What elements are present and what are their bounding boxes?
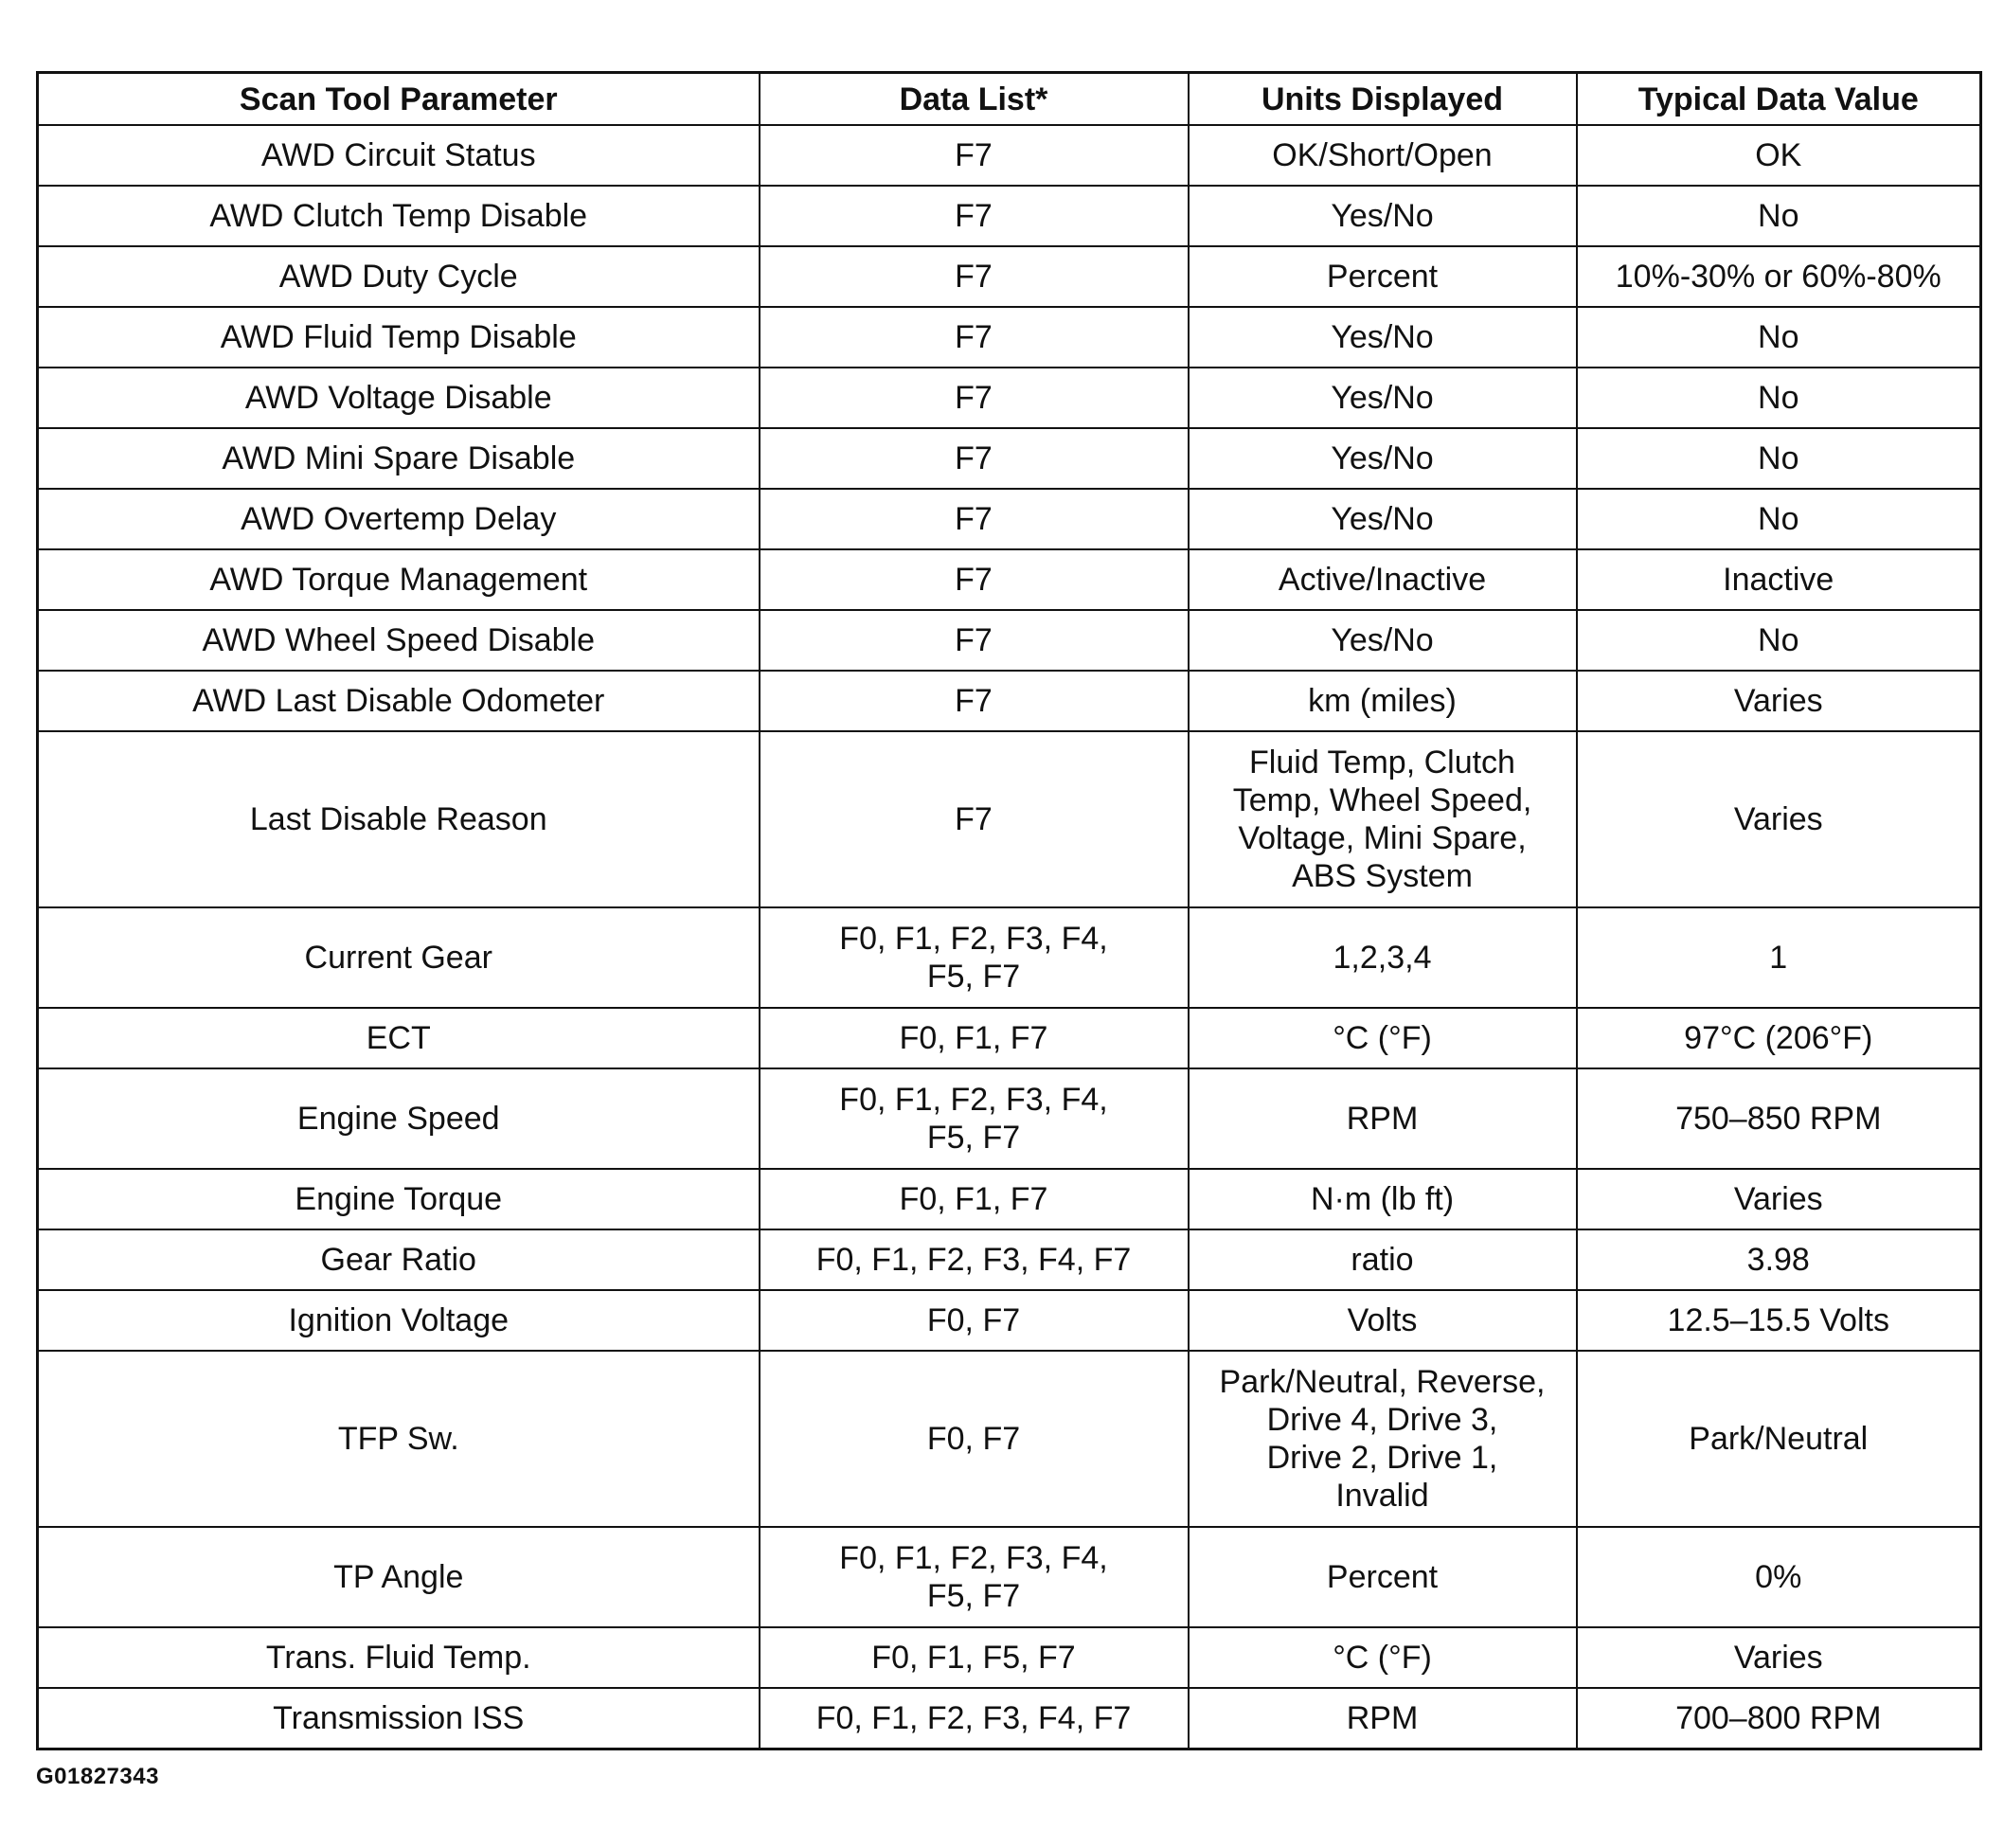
table-row xyxy=(38,1351,1981,1527)
cell-units: °C (°F) xyxy=(1189,1627,1577,1688)
cell-data-list: F0, F1, F7 xyxy=(760,1008,1189,1068)
cell-typical-value: Varies xyxy=(1577,1627,1981,1688)
cell-parameter: AWD Overtemp Delay xyxy=(38,489,760,549)
table-row xyxy=(38,246,1981,307)
table-row xyxy=(38,907,1981,1008)
cell-units: Yes/No xyxy=(1189,307,1577,368)
cell-units: Percent xyxy=(1189,1527,1577,1627)
table-row xyxy=(38,1527,1981,1627)
cell-parameter: ECT xyxy=(38,1008,760,1068)
table-row xyxy=(38,731,1981,907)
cell-data-list: F0, F7 xyxy=(760,1290,1189,1351)
cell-units: RPM xyxy=(1189,1068,1577,1169)
cell-data-list: F7 xyxy=(760,489,1189,549)
scan-tool-data-table xyxy=(36,71,1982,1750)
cell-parameter: AWD Torque Management xyxy=(38,549,760,610)
header-scan-tool-parameter: Scan Tool Parameter xyxy=(38,73,760,126)
cell-units: Volts xyxy=(1189,1290,1577,1351)
cell-typical-value: 10%-30% or 60%-80% xyxy=(1577,246,1981,307)
table-row xyxy=(38,489,1981,549)
table-row xyxy=(38,549,1981,610)
cell-parameter: AWD Duty Cycle xyxy=(38,246,760,307)
cell-data-list: F7 xyxy=(760,368,1189,428)
cell-units: Yes/No xyxy=(1189,428,1577,489)
cell-data-list: F0, F1, F2, F3, F4, F7 xyxy=(760,1688,1189,1749)
cell-parameter: AWD Mini Spare Disable xyxy=(38,428,760,489)
cell-data-list: F0, F1, F5, F7 xyxy=(760,1627,1189,1688)
table-row xyxy=(38,125,1981,186)
cell-units: ratio xyxy=(1189,1229,1577,1290)
cell-data-list: F7 xyxy=(760,549,1189,610)
cell-parameter: Ignition Voltage xyxy=(38,1290,760,1351)
header-data-list: Data List* xyxy=(760,73,1189,126)
table-row xyxy=(38,1627,1981,1688)
cell-parameter: AWD Last Disable Odometer xyxy=(38,671,760,731)
cell-typical-value: Varies xyxy=(1577,671,1981,731)
cell-units: Park/Neutral, Reverse, Drive 4, Drive 3, Drive 2, Drive 1, Invalid xyxy=(1189,1351,1577,1527)
cell-data-list: F7 xyxy=(760,307,1189,368)
cell-data-list: F7 xyxy=(760,186,1189,246)
cell-typical-value: Park/Neutral xyxy=(1577,1351,1981,1527)
cell-units: Yes/No xyxy=(1189,489,1577,549)
table-row xyxy=(38,368,1981,428)
cell-data-list: F0, F1, F7 xyxy=(760,1169,1189,1229)
cell-parameter: TP Angle xyxy=(38,1527,760,1627)
cell-data-list: F7 xyxy=(760,246,1189,307)
table-row xyxy=(38,307,1981,368)
cell-typical-value: No xyxy=(1577,489,1981,549)
table-row xyxy=(38,186,1981,246)
table-row xyxy=(38,428,1981,489)
cell-units: Yes/No xyxy=(1189,368,1577,428)
cell-parameter: Last Disable Reason xyxy=(38,731,760,907)
cell-units: °C (°F) xyxy=(1189,1008,1577,1068)
cell-parameter: Transmission ISS xyxy=(38,1688,760,1749)
cell-parameter: TFP Sw. xyxy=(38,1351,760,1527)
cell-typical-value: 750–850 RPM xyxy=(1577,1068,1981,1169)
cell-data-list: F0, F1, F2, F3, F4, F5, F7 xyxy=(760,1068,1189,1169)
cell-typical-value: No xyxy=(1577,428,1981,489)
cell-data-list: F0, F1, F2, F3, F4, F7 xyxy=(760,1229,1189,1290)
cell-parameter: AWD Wheel Speed Disable xyxy=(38,610,760,671)
table-row xyxy=(38,1688,1981,1749)
cell-typical-value: Varies xyxy=(1577,1169,1981,1229)
cell-units: Percent xyxy=(1189,246,1577,307)
cell-parameter: Trans. Fluid Temp. xyxy=(38,1627,760,1688)
cell-parameter: AWD Circuit Status xyxy=(38,125,760,186)
cell-typical-value: No xyxy=(1577,307,1981,368)
cell-units: N·m (lb ft) xyxy=(1189,1169,1577,1229)
cell-parameter: Current Gear xyxy=(38,907,760,1008)
cell-data-list: F0, F1, F2, F3, F4, F5, F7 xyxy=(760,1527,1189,1627)
cell-typical-value: 12.5–15.5 Volts xyxy=(1577,1290,1981,1351)
cell-typical-value: 700–800 RPM xyxy=(1577,1688,1981,1749)
cell-data-list: F0, F7 xyxy=(760,1351,1189,1527)
figure-id: G01827343 xyxy=(36,1764,159,1789)
cell-units: Fluid Temp, Clutch Temp, Wheel Speed, Voltage, Mini Spare, ABS System xyxy=(1189,731,1577,907)
cell-typical-value: Inactive xyxy=(1577,549,1981,610)
cell-units: km (miles) xyxy=(1189,671,1577,731)
cell-data-list: F7 xyxy=(760,125,1189,186)
cell-typical-value: 3.98 xyxy=(1577,1229,1981,1290)
cell-data-list: F0, F1, F2, F3, F4, F5, F7 xyxy=(760,907,1189,1008)
cell-typical-value: 0% xyxy=(1577,1527,1981,1627)
table-row xyxy=(38,610,1981,671)
cell-data-list: F7 xyxy=(760,671,1189,731)
table-body xyxy=(38,125,1981,1749)
table-row xyxy=(38,1008,1981,1068)
cell-parameter: AWD Voltage Disable xyxy=(38,368,760,428)
cell-typical-value: Varies xyxy=(1577,731,1981,907)
cell-typical-value: 97°C (206°F) xyxy=(1577,1008,1981,1068)
cell-units: Yes/No xyxy=(1189,186,1577,246)
cell-data-list: F7 xyxy=(760,731,1189,907)
cell-typical-value: OK xyxy=(1577,125,1981,186)
cell-parameter: Engine Speed xyxy=(38,1068,760,1169)
cell-data-list: F7 xyxy=(760,610,1189,671)
cell-data-list: F7 xyxy=(760,428,1189,489)
cell-units: Yes/No xyxy=(1189,610,1577,671)
table-header-row xyxy=(38,73,1981,126)
cell-typical-value: No xyxy=(1577,368,1981,428)
cell-parameter: Engine Torque xyxy=(38,1169,760,1229)
cell-parameter: AWD Clutch Temp Disable xyxy=(38,186,760,246)
table-row xyxy=(38,1068,1981,1169)
table-row xyxy=(38,1169,1981,1229)
header-units-displayed: Units Displayed xyxy=(1189,73,1577,126)
cell-units: Active/Inactive xyxy=(1189,549,1577,610)
cell-typical-value: No xyxy=(1577,186,1981,246)
cell-units: 1,2,3,4 xyxy=(1189,907,1577,1008)
header-typical-data-value: Typical Data Value xyxy=(1577,73,1981,126)
cell-typical-value: 1 xyxy=(1577,907,1981,1008)
table-row xyxy=(38,1229,1981,1290)
table-row xyxy=(38,671,1981,731)
cell-parameter: AWD Fluid Temp Disable xyxy=(38,307,760,368)
table-row xyxy=(38,1290,1981,1351)
cell-typical-value: No xyxy=(1577,610,1981,671)
cell-units: RPM xyxy=(1189,1688,1577,1749)
cell-parameter: Gear Ratio xyxy=(38,1229,760,1290)
cell-units: OK/Short/Open xyxy=(1189,125,1577,186)
